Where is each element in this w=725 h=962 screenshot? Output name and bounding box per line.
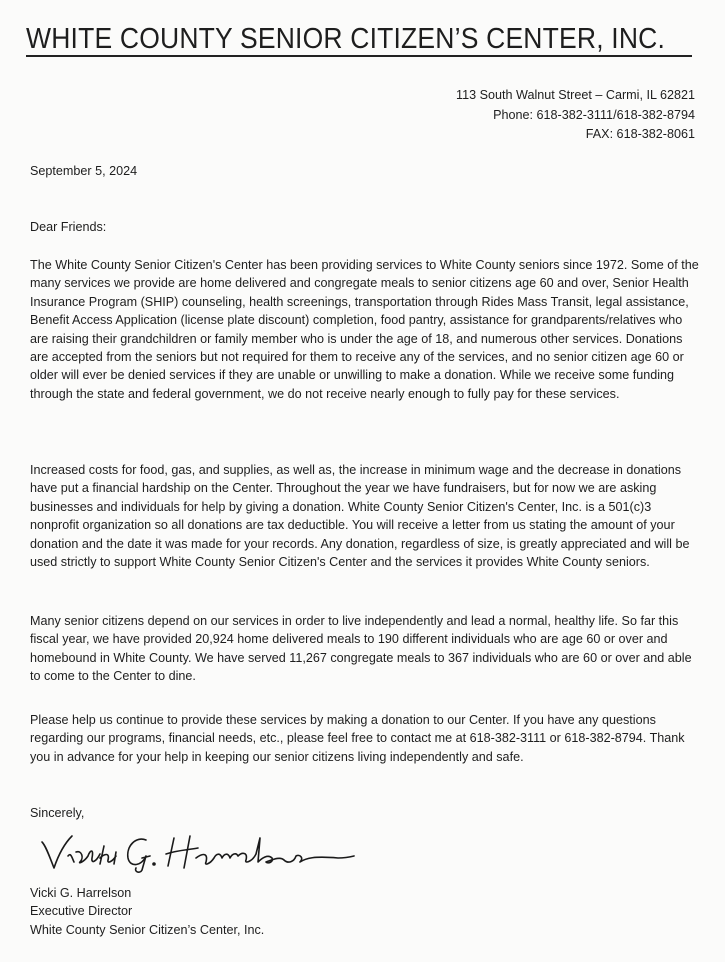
salutation: Dear Friends: [30, 220, 107, 234]
handwritten-signature [38, 828, 358, 876]
signer-name: Vicki G. Harrelson [30, 886, 132, 900]
closing: Sincerely, [30, 806, 85, 820]
signer-title: Executive Director [30, 904, 133, 919]
paragraph-donation-request: Increased costs for food, gas, and supplies, as well as, the increase in minimum wage and the decrease in donations have put a financial hardship on the Center. Throughout the year we have fundraisers, but for now we are asking businesses and individuals for help by giving a donation. White County Senior Citizen's Center, Inc. is a 501(c)3 nonprofit organization so all donations are tax deductible. You will receive a letter from us stating the amount of your donation and the date it was made for your records. Any donation, regardless of size, is greatly appreciated and will be used strictly to support White County Senior Citizen's Center and the services it provides White County seniors. [30, 463, 690, 570]
signer-organization: White County Senior Citizen’s Center, Inc. [30, 922, 265, 937]
signer-block [30, 884, 264, 939]
letter-date: September 5, 2024 [30, 164, 138, 178]
fax-number: FAX: 618-382-8061 [585, 127, 695, 142]
address-block [456, 86, 695, 145]
title-underline [26, 55, 692, 57]
street-address: 113 South Walnut Street – Carmi, IL 62821 [456, 88, 695, 102]
phone-numbers: Phone: 618-382-3111/618-382-8794 [493, 107, 695, 122]
paragraph-services: The White County Senior Citizen's Center has been providing services to White County seniors since 1972. Some of the many services we provide are home delivered and congregate meals to senior citizens age 60 and over, Senior Health Insurance Program (SHIP) counseling, health screenings, transportation through Rides Mass Transit, legal assistance, Benefit Access Application (license plate discount) completion, food pantry, assistance for grandparents/relatives who are raising their grandchildren or family member who is under the age of 18, and numerous other services. Donations are accepted from the seniors but not required for them to receive any of the services, and no senior citizen age 60 or older will ever be denied services if they are unable or unwilling to make a donation. While we receive some funding through the state and federal government, we do not receive nearly enough to fully pay for these services. [30, 258, 699, 401]
paragraph-meal-statistics: Many senior citizens depend on our services in order to live independently and lead a normal, healthy life. So far this fiscal year, we have provided 20,924 home delivered meals to 190 different individuals who are age 60 or over and homebound in White County. We have served 11,267 congregate meals to 367 individuals who are 60 or over and able to come to the Center to dine. [30, 614, 692, 684]
organization-title: WHITE COUNTY SENIOR CITIZEN’S CENTER, INC. [26, 23, 666, 55]
paragraph-contact: Please help us continue to provide these services by making a donation to our Center. If you have any questions regarding our programs, financial needs, etc., please feel free to contact me at 618-382-3111 or 618-382-8794. Thank you in advance for your help in keeping our senior citizens living independently and safe. [30, 713, 685, 764]
